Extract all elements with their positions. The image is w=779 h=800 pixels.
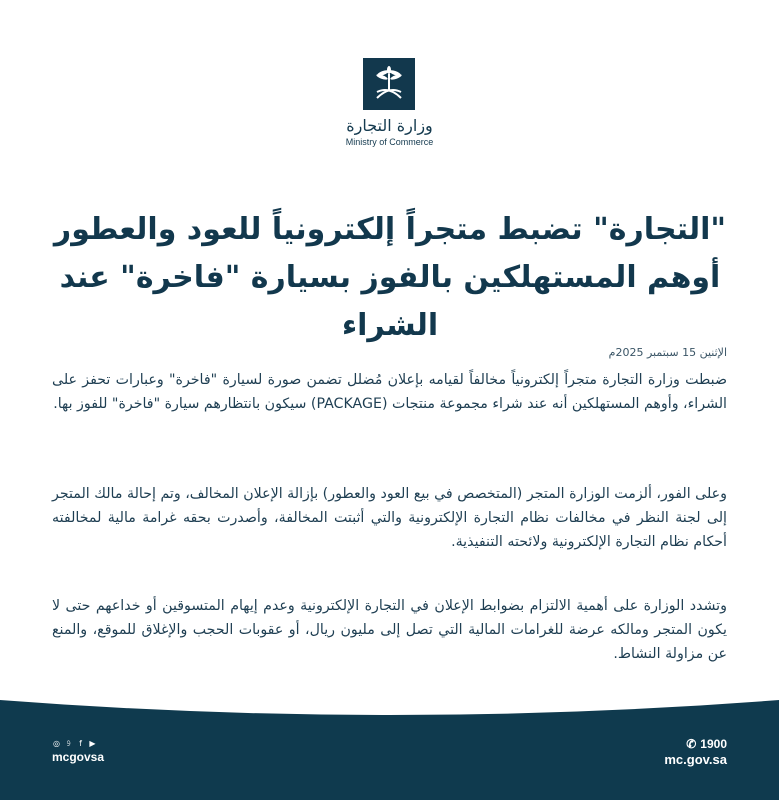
facebook-icon[interactable]: f — [79, 739, 82, 748]
website-link[interactable]: mc.gov.sa — [664, 752, 727, 767]
instagram-icon[interactable]: ◎ — [53, 739, 60, 748]
headline-line-1: "التجارة" تضبط متجراً إلكترونياً للعود والعطور — [53, 212, 727, 247]
phone-number: 1900 — [700, 737, 727, 751]
publish-date: الإثنين 15 سبتمبر 2025م — [608, 346, 727, 359]
headline-line-2: أوهم المستهلكين بالفوز بسيارة "فاخرة" عند الشراء — [59, 260, 721, 343]
paragraph-1: ضبطت وزارة التجارة متجراً إلكترونياً مخالفاً لقيامه بإعلان مُضلل تضمن صورة لسيارة "فاخرة" وعبارات تحفز على الشراء، وأوهم المستهلكين أنه عند شراء مجموعة منتجات (PACKAGE) سيكون بانتظارهم سيارة "فاخرة" للفوز بها. — [52, 372, 727, 412]
paragraph-3: وتشدد الوزارة على أهمية الالتزام بضوابط الإعلان في التجارة الإلكترونية وعدم إيهام المتسوقين أو خداعهم حتى لا يكون المتجر ومالكه عرضة للغرامات المالية التي تصل إلى مليون ريال، أو عقوبات الحجب والإغلاق للموقع، والمنع عن مزاولة النشاط. — [52, 598, 727, 662]
social-icons — [52, 739, 97, 748]
social-handle[interactable]: mcgovsa — [52, 750, 105, 764]
ministry-name-arabic: وزارة التجارة — [346, 116, 433, 135]
headline — [40, 206, 740, 350]
ministry-name-english: Ministry of Commerce — [345, 137, 434, 147]
youtube-icon[interactable]: ▶ — [89, 739, 96, 748]
paragraph-2: وعلى الفور، ألزمت الوزارة المتجر (المتخصص في بيع العود والعطور) بإزالة الإعلان المخالف، وتم إحالة مالك المتجر إلى لجنة النظر في مخالفات نظام التجارة الإلكترونية والتي أثبتت المخالفة، وأصدرت بحقه غرامة مالية لمخالفته أحكام نظام التجارة الإلكترونية ولائحته التنفيذية. — [52, 486, 727, 550]
footer-wave-background — [0, 690, 779, 800]
phone-icon: ✆ — [686, 737, 697, 751]
phone-contact[interactable] — [686, 737, 727, 751]
ministry-logo — [363, 58, 415, 110]
x-icon[interactable]: 𝟿 — [65, 739, 72, 748]
palm-swords-emblem-icon — [363, 58, 415, 110]
footer — [0, 690, 779, 800]
